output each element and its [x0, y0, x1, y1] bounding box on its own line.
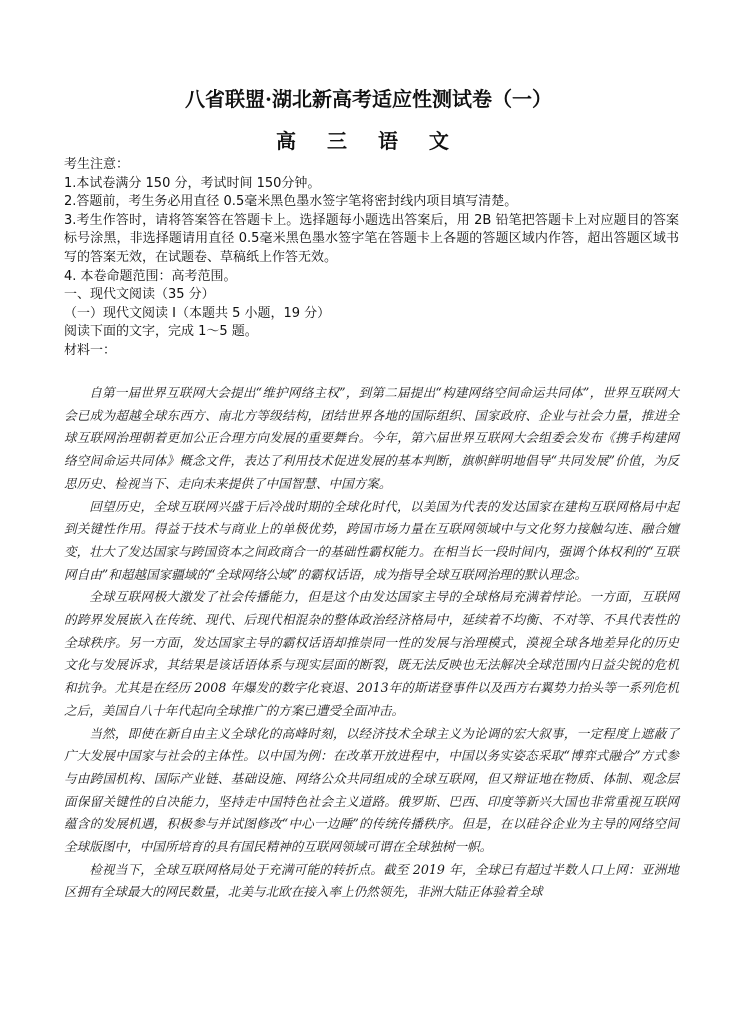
subject-title: 高 三 语 文: [276, 129, 461, 153]
passage-paragraph: 当然，即使在新自由主义全球化的高峰时刻，以经济技术全球主义为论调的宏大叙事，一定程度上遮蔽了广大发展中国家与社会的主体性。以中国为例：在改革开放进程中，中国以务实姿态采取“博弈式融合”方式参与由跨国机构、国际产业链、基础设施、网络公众共同组成的全球互联网，但又辩证地在物质、体制、观念层面保留关键性的自决能力，坚持走中国特色社会主义道路。俄罗斯、巴西、印度等新兴大国也非常重视互联网蕴含的发展机遇，积极参与并试图修改“中心一边睡”的传统传播秩序。但是，在以硅谷企业为主导的网络空间全球版图中，中国所培育的具有国民精神的互联网领域可谓在全球独树一帜。: [64, 725, 679, 855]
passage-paragraph: 检视当下，全球互联网格局处于充满可能的转折点。截至 2019 年，全球已有超过半数人口上网：亚洲地区拥有全球最大的网民数量，北美与北欧在接入率上仍然领先，非洲大陆正体验着全球: [64, 861, 679, 900]
subsection-heading: （一）现代文阅读 I（本题共 5 小题，19 分）: [64, 305, 331, 321]
section-heading: 一、现代文阅读（35 分）: [64, 287, 215, 303]
passage-paragraph: 自第一届世界互联网大会提出“维护网络主权”，到第二届提出“构建网络空间命运共同体”，世界互联网大会已成为超越全球东西方、南北方等级结构，团结世界各地的国际组织、国家政府、企业与社会力量，推进全球互联网治理朝着更加公正合理方向发展的重要舞台。今年，第六届世界互联网大会组委会发布《携手构建网络空间命运共同体》概念文件，表达了利用技术促进发展的基本判断，旗帜鲜明地倡导“共同发展”价值，为反思历史、检视当下、走向未来提供了中国智慧、中国方案。: [64, 385, 679, 491]
exam-notes: [64, 156, 679, 361]
notes-item-3: 3.考生作答时，请将答案答在答题卡上。选择题每小题选出答案后，用 2B 铅笔把答题卡上对应题目的答案标号涂黑，非选择题请用直径 0.5毫米黑色墨水签字笔在答题卡上各题的答题区域内作答，超出答题区域书写的答案无效，在试题卷、草稿纸上作答无效。: [64, 212, 679, 265]
passage-paragraph: 全球互联网极大激发了社会传播能力，但是这个由发达国家主导的全球格局充满着悖论。一方面，互联网的跨界发展嵌入在传统、现代、后现代相混杂的整体政治经济格局中，延续着不均衡、不对等、不具代表性的全球秩序。另一方面，发达国家主导的霸权话语却推崇同一性的发展与治理模式，漠视全球各地差异化的历史文化与发展诉求，其结果是该话语体系与现实层面的断裂，既无法反映也无法解决全球范围内日益尖锐的危机和抗争。尤其是在经历 2008 年爆发的数字化衰退、2013年的斯诺登事件以及西方右翼势力抬头等一系列危机之后，美国自八十年代起向全球推广的方案已遭受全面冲击。: [64, 589, 679, 718]
exam-title: 八省联盟·湖北新高考适应性测试卷（一）: [185, 87, 552, 111]
reading-instruction: 阅读下面的文字，完成 1～5 题。: [64, 324, 258, 340]
reading-passage: [64, 382, 679, 904]
notes-item-4: 4. 本卷命题范围：高考范围。: [64, 268, 237, 284]
notes-heading: 考生注意：: [64, 157, 130, 172]
passage-paragraph: 回望历史，全球互联网兴盛于后冷战时期的全球化时代，以美国为代表的发达国家在建构互联网格局中起到关键性作用。得益于技术与商业上的单极优势，跨国市场力量在互联网领域中与文化努力接触勾连、融合嬗变，壮大了发达国家与跨国资本之间政商合一的基础性霸权能力。在相当长一段时间内，强调个体权利的“互联网自由”和超越国家疆域的“全球网络公域”的霸权话语，成为指导全球互联网治理的默认理念。: [64, 498, 679, 582]
material-label: 材料一：: [64, 342, 117, 358]
notes-item-1: 1.本试卷满分 150 分，考试时间 150分钟。: [64, 175, 321, 191]
notes-item-2: 2.答题前，考生务必用直径 0.5毫米黑色墨水签字笔将密封线内项目填写清楚。: [64, 194, 518, 210]
